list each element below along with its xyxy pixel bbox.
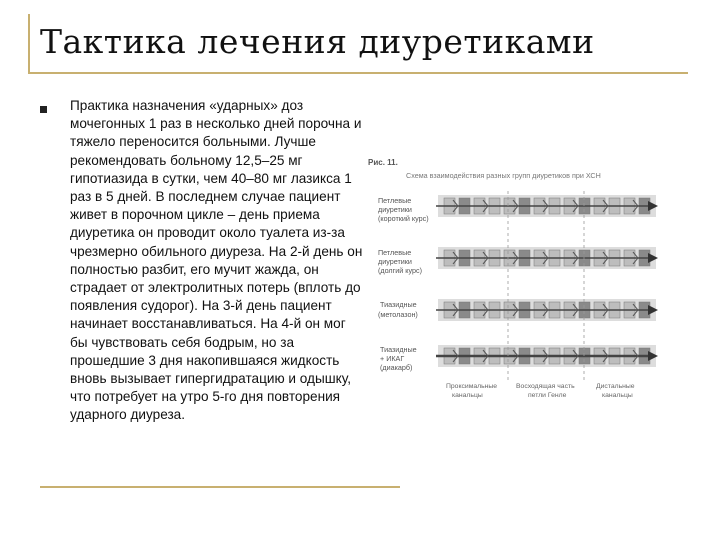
segment-label-3a: Дистальные: [596, 383, 635, 390]
row-label-3b: (метолазон): [378, 310, 418, 319]
segment-label-2b: петли Генле: [528, 392, 567, 399]
segment-label-3b: канальцы: [602, 392, 633, 399]
row-label-1b: диуретики: [378, 205, 412, 214]
segment-label-1b: канальцы: [452, 392, 483, 399]
body-paragraph: Практика назначения «ударных» доз мочегонных 1 раз в несколько дней порочна и тяжело переносится больными. Лучше рекомендовать больному 12,5–25 мг гипотиазида в сутки, чем 40–80 мг лазикса 1 раз в 5 дней. В последнем случае пациент живет в порочном цикле – день приема диуретика он проводит около туалета из-за чрезмерно обильного диуреза. На 2-й день он полностью разбит, его мучит жажда, он страдает от электролитных потерь (вплоть до появления судорог). На 3-й день пациент начинает восстанавливаться. На 4-й он мог бы чувствовать себя бодрым, но за прошедшие 3 дня накопившаяся жидкость вновь вызывает гипергидратацию и одышку, что потребует на утро 5-го дня повторения ударного диуреза.: [70, 98, 363, 423]
diagram-rows: [436, 191, 658, 383]
frame-bottom-line: [40, 486, 400, 488]
row-label-4b: + ИКАГ: [380, 354, 405, 363]
slide-title: Тактика лечения диуретиками: [40, 22, 595, 61]
row-label-2b: диуретики: [378, 257, 412, 266]
segment-label-2a: Восходящая часть: [516, 383, 575, 390]
row-label-4c: (диакарб): [380, 363, 413, 372]
row-label-1a: Петлевые: [378, 196, 412, 205]
row-label-1c: (короткий курс): [378, 214, 429, 223]
figure-caption: Схема взаимодействия разных групп диуретиков при ХСН: [406, 171, 601, 180]
frame-vertical-line: [28, 14, 30, 74]
bullet-marker: [40, 106, 47, 113]
row-label-2a: Петлевые: [378, 248, 412, 257]
segment-label-1a: Проксимальные: [446, 383, 498, 390]
row-label-3a: Тиазидные: [380, 300, 417, 309]
row-label-4a: Тиазидные: [380, 345, 417, 354]
diuretics-diagram: [366, 155, 666, 415]
row-label-2c: (долгий курс): [378, 266, 422, 275]
figure-number: Рис. 11.: [368, 158, 398, 167]
frame-horizontal-line: [28, 72, 688, 74]
